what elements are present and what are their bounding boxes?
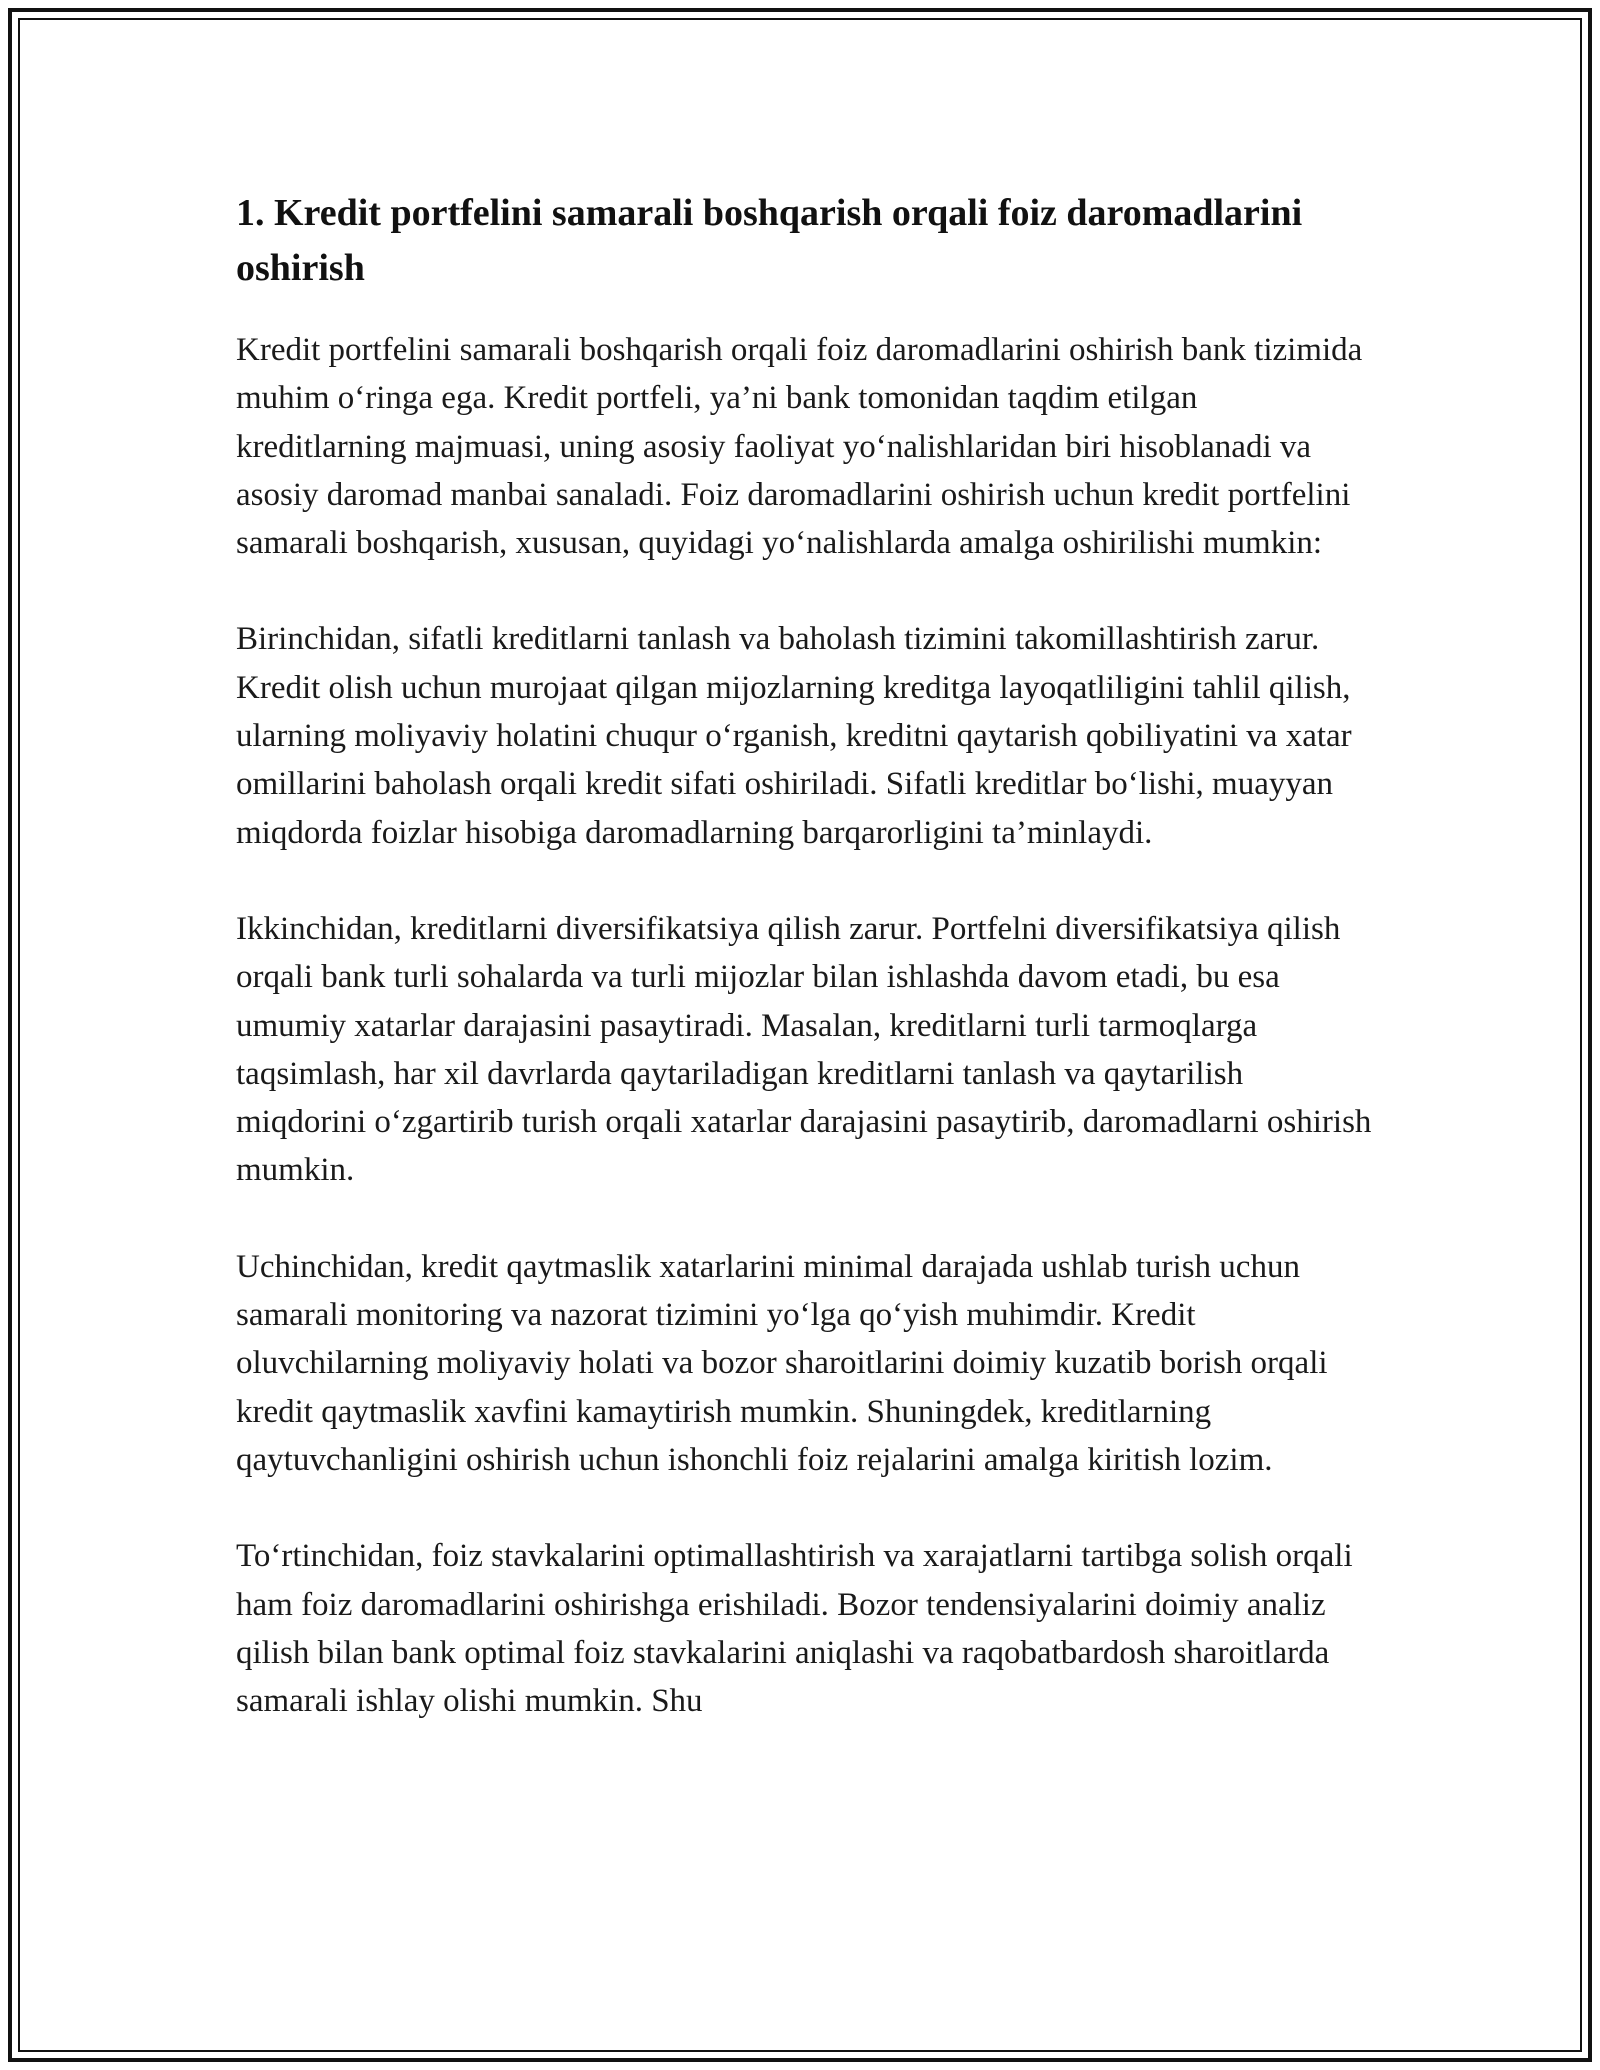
paragraph-first: Birinchidan, sifatli kreditlarni tanlash va baholash tizimini takomillashtirish zarur. Kredit olish uchun murojaat qilgan mijozlarning kreditga layoqatliligini tahlil qilish, ularning moliyaviy holatini chuqur o‘rganish, kreditni qaytarish qobiliyatini va xatar omillarini baholash orqali kredit sifati oshiriladi. Sifatli kreditlar bo‘lishi, muayyan miqdorda foizlar hisobiga daromadlarning barqarorligini ta’minlaydi. [236,621,1352,851]
document-body [236,186,1376,1725]
paragraph-intro: Kredit portfelini samarali boshqarish orqali foiz daromadlarini oshirish bank tizimida muhim o‘ringa ega. Kredit portfeli, ya’ni bank tomonidan taqdim etilgan kreditlarning majmuasi, uning asosiy faoliyat yo‘nalishlaridan biri hisoblanadi va asosiy daromad manbai sanaladi. Foiz daromadlarini oshirish uchun kredit portfelini samarali boshqarish, xususan, quyidagi yo‘nalishlarda amalga oshirilishi mumkin: [236,332,1363,562]
paragraph-third: Uchinchidan, kredit qaytmaslik xatarlarini minimal darajada ushlab turish uchun samarali monitoring va nazorat tizimini yo‘lga qo‘yish muhimdir. Kredit oluvchilarning moliyaviy holati va bozor sharoitlarini doimiy kuzatib borish orqali kredit qaytmaslik xavfini kamaytirish mumkin. Shuningdek, kreditlarning qaytuvchanligini oshirish uchun ishonchli foiz rejalarini amalga kiritish lozim. [236,1248,1328,1478]
paragraph-fourth: To‘rtinchidan, foiz stavkalarini optimallashtirish va xarajatlarni tartibga solish orqali ham foiz daromadlarini oshirishga erishiladi. Bozor tendensiyalarini doimiy analiz qilish bilan bank optimal foiz stavkalarini aniqlashi va raqobatbardosh sharoitlarda samarali ishlay olishi mumkin. Shu [236,1538,1353,1720]
document-title: 1. Kredit portfelini samarali boshqarish orqali foiz daromadlarini oshirish [236,192,1303,289]
paragraph-second: Ikkinchidan, kreditlarni diversifikatsiya qilish zarur. Portfelni diversifikatsiya qilish orqali bank turli sohalarda va turli mijozlar bilan ishlashda davom etadi, bu esa umumiy xatarlar darajasini pasaytiradi. Masalan, kreditlarni turli tarmoqlarga taqsimlash, har xil davrlarda qaytariladigan kreditlarni tanlash va qaytarilish miqdorini o‘zgartirib turish orqali xatarlar darajasini pasaytirib, daromadlarni oshirish mumkin. [236,910,1372,1189]
